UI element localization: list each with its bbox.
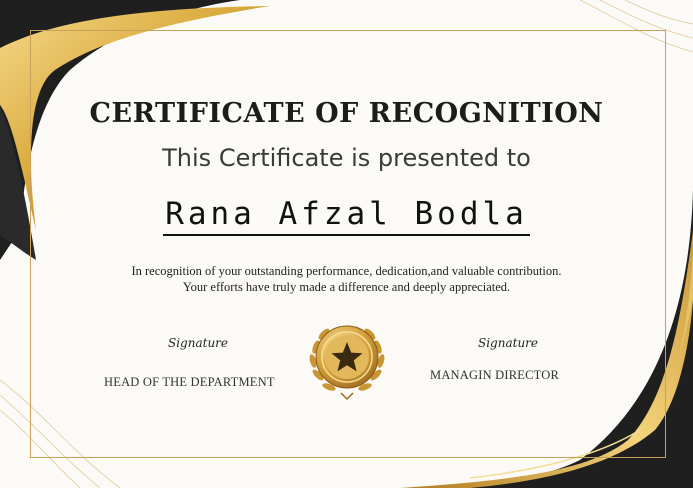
gold-star-medal-icon — [303, 313, 391, 401]
certificate-subtitle: This Certificate is presented to — [162, 144, 531, 172]
signature-left: Signature — [168, 336, 229, 350]
description-line-2: Your efforts have truly made a difference and deeply appreciated. — [182, 280, 511, 294]
signature-right: Signature — [478, 336, 539, 350]
role-head-of-department: HEAD OF THE DEPARTMENT — [104, 375, 275, 389]
recipient-name: Rana Afzal Bodla — [163, 196, 530, 236]
role-managing-director: MANAGIN DIRECTOR — [430, 368, 560, 382]
certificate-title: CERTIFICATE OF RECOGNITION — [89, 98, 604, 129]
description-line-1: In recognition of your outstanding performance, dedication,and valuable contribution. — [131, 264, 562, 278]
recipient-name-wrapper — [0, 196, 693, 236]
